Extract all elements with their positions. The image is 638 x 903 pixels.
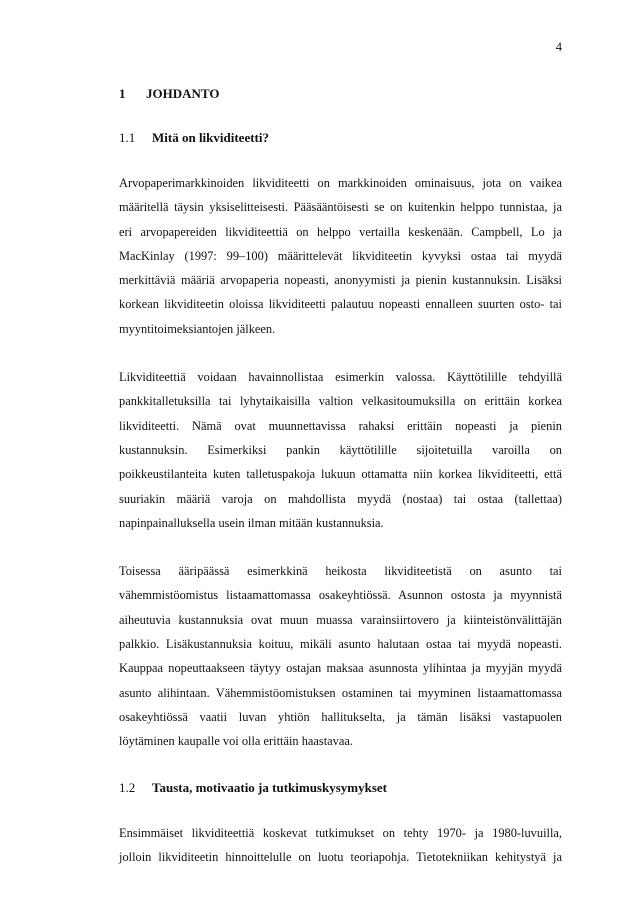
text-line: poikkeustilanteita kuten talletuspakoja lukuun ottamatta niin korkea likviditeetti, että	[119, 467, 562, 482]
text-line: suuriakin määriä varoja on mahdollista myydä (nostaa) tai ostaa (tallettaa)	[119, 491, 562, 506]
text-line: Arvopaperimarkkinoiden likviditeetti on markkinoiden ominaisuus, jota on vaikea	[119, 176, 562, 190]
chapter-number: 1	[119, 86, 126, 101]
text-line: aiheutuvia kustannuksia ovat muun muassa varainsiirtovero ja kiinteistönvälittäjän	[119, 612, 562, 627]
chapter-heading	[119, 84, 562, 104]
paragraph	[119, 171, 562, 341]
text-line: määritellä täysin yksiselitteisesti. Pääsääntöisesti se on kuitenkin helppo tunnistaa, ja	[119, 200, 562, 215]
section-number: 1.2	[119, 779, 136, 795]
text-line: napinpainalluksella usein ilman mitään kustannuksia.	[119, 515, 384, 530]
text-line: Kauppaa nopeuttaakseen täytyy ostajan maksaa asunnosta ylihintaa ja myyjän myydä	[119, 661, 562, 676]
text-line: jolloin likviditeetin hinnoittelulle on luotu teoriapohja. Tietotekniikan kehitystyä ja	[119, 849, 562, 864]
section-title: Tausta, motivaatio ja tutkimuskysymykset	[152, 779, 387, 795]
section-heading-1-1	[119, 128, 562, 148]
text-line: vähemmistöomistus listaamattomassa osakeyhtiössä. Asunnon ostosta ja myynnistä	[119, 588, 562, 603]
text-line: asunto alihintaan. Vähemmistöomistuksen ostaminen tai myyminen listaamattomassa	[119, 685, 562, 700]
page-number: 4	[555, 40, 562, 54]
text-line: kustannuksin. Esimerkiksi pankin käyttötilille sijoitetuilla varoilla on	[119, 442, 562, 457]
section-number: 1.1	[119, 130, 136, 145]
text-line: Ensimmäiset likviditeettiä koskevat tutkimukset on tehty 1970- ja 1980-luvuilla,	[119, 825, 562, 840]
chapter-title: JOHDANTO	[146, 86, 220, 101]
paragraph	[119, 821, 562, 870]
text-line: merkittäviä määriä arvopaperia nopeasti, anonyymisti ja pienin kustannuksin. Lisäksi	[119, 273, 562, 288]
section-heading-1-2	[119, 778, 562, 798]
text-line: löytäminen kaupalle voi olla erittäin haastavaa.	[119, 734, 353, 749]
text-line: myyntitoimeksiantojen jälkeen.	[119, 321, 276, 336]
text-line: eri arvopapereiden likviditeettiä on helppo vertailla keskenään. Campbell, Lo ja	[119, 224, 562, 239]
text-line: likviditeetti. Nämä ovat muunnettavissa rahaksi erittäin nopeasti ja pienin	[119, 418, 562, 433]
text-line: MacKinlay (1997: 99–100) määrittelevät likviditeetin kyvyksi ostaa tai myydä	[119, 248, 562, 263]
page-content	[119, 84, 562, 869]
paragraph	[119, 559, 562, 753]
text-line: Likviditeettiä voidaan havainnollistaa esimerkin valossa. Käyttötilille tehdyillä	[119, 370, 562, 385]
text-line: osakeyhtiössä vaatii luvan yhtiön hallitukselta, ja tämän lisäksi vastapuolen	[119, 709, 562, 724]
text-line: palkkio. Lisäkustannuksia koituu, mikäli asunto halutaan ostaa tai myydä nopeasti.	[119, 637, 562, 652]
section-title: Mitä on likviditeetti?	[152, 130, 269, 145]
text-line: korkean likviditeetin oloissa likviditeetti palautuu nopeasti ennalleen suurten osto- tai	[119, 297, 562, 312]
text-line: pankkitalletuksilla tai lyhytaikaisilla valtion velkasitoumuksilla on erittäin korkea	[119, 394, 562, 409]
text-line: Toisessa ääripäässä esimerkkinä heikosta likviditeetistä on asunto tai	[119, 564, 562, 579]
paragraph	[119, 365, 562, 535]
